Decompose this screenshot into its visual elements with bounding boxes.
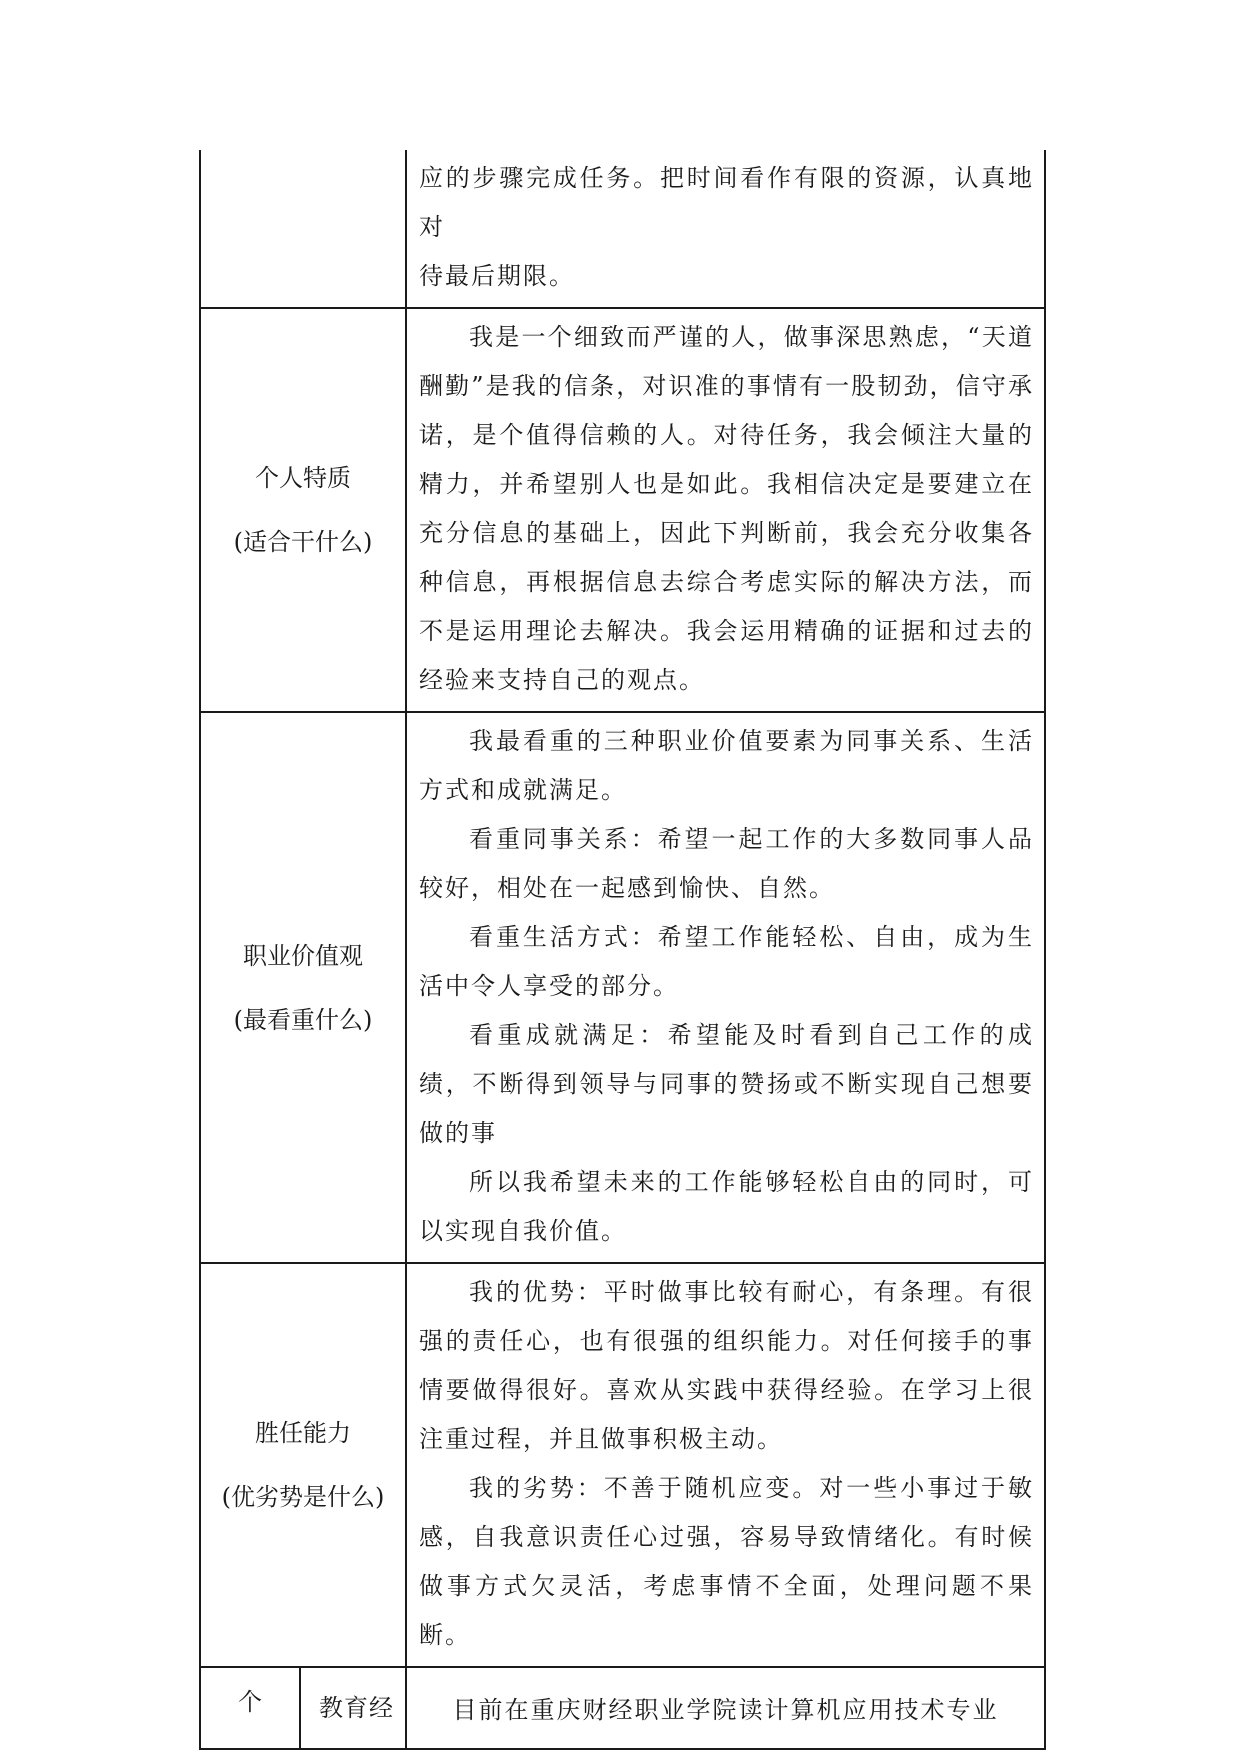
paragraph: 看重成就满足：希望能及时看到自己工作的成绩，不断得到领导与同事的赞扬或不断实现自己想要做的事 (419, 1021, 1034, 1147)
personal-traits-content (406, 308, 1045, 712)
row-label-cell (200, 308, 406, 712)
career-values-content (406, 712, 1045, 1263)
row-sublabel: (适合干什么) (233, 528, 373, 556)
education-label: 教育经 (319, 1694, 394, 1722)
paragraph: 我的优势：平时做事比较有耐心，有条理。有很强的责任心，也有很强的组织能力。对任何接手的事情要做得很好。喜欢从实践中获得经验。在学习上很注重过程，并且做事积极主动。 (419, 1278, 1034, 1453)
row-label-cell (200, 1263, 406, 1667)
paragraph: 所以我希望未来的工作能够轻松自由的同时，可以实现自我价值。 (419, 1168, 1034, 1245)
education-label-cell (300, 1667, 406, 1749)
row-sublabel: (最看重什么) (233, 1005, 373, 1034)
table-row (200, 1667, 1045, 1749)
row-label: 职业价值观 (243, 941, 363, 970)
education-content-cell (406, 1667, 1045, 1749)
paragraph: 我最看重的三种职业价值要素为同事关系、生活方式和成就满足。 (419, 727, 1034, 804)
career-profile-table (199, 150, 1046, 1750)
table-row (200, 308, 1045, 712)
competency-content (406, 1263, 1045, 1667)
row-label-cell (200, 712, 406, 1263)
paragraph: 我的劣势：不善于随机应变。对一些小事过于敏感，自我意识责任心过强，容易导致情绪化。有时候做事方式欠灵活，考虑事情不全面，处理问题不果断。 (419, 1474, 1034, 1649)
continuation-cell (406, 150, 1045, 308)
group-label-cell (200, 1667, 300, 1749)
paragraph: 看重同事关系：希望一起工作的大多数同事人品较好，相处在一起感到愉快、自然。 (419, 825, 1034, 902)
paragraph: 看重生活方式：希望工作能轻松、自由，成为生活中令人享受的部分。 (419, 923, 1034, 1000)
row-sublabel: (优劣势是什么) (221, 1483, 385, 1511)
empty-label-cell (200, 150, 406, 308)
row-label: 胜任能力 (255, 1419, 351, 1447)
paragraph: 我是一个细致而严谨的人，做事深思熟虑，“天道酬勤”是我的信条，对识准的事情有一股韧劲，信守承诺，是个值得信赖的人。对待任务，我会倾注大量的精力，并希望别人也是如此。我相信决定是要建立在充分信息的基础上，因此下判断前，我会充分收集各种信息，再根据信息去综合考虑实际的解决方法，而不是运用理论去解决。我会运用精确的证据和过去的经验来支持自己的观点。 (419, 323, 1034, 694)
table-row (200, 1263, 1045, 1667)
group-label: 个 (238, 1688, 262, 1716)
table-row (200, 150, 1045, 308)
education-content: 目前在重庆财经职业学院读计算机应用技术专业 (452, 1696, 999, 1724)
row-label: 个人特质 (255, 464, 351, 492)
table-row (200, 712, 1045, 1263)
text-line: 应的步骤完成任务。把时间看作有限的资源，认真地对 (419, 164, 1034, 241)
text-line: 待最后期限。 (419, 262, 575, 290)
